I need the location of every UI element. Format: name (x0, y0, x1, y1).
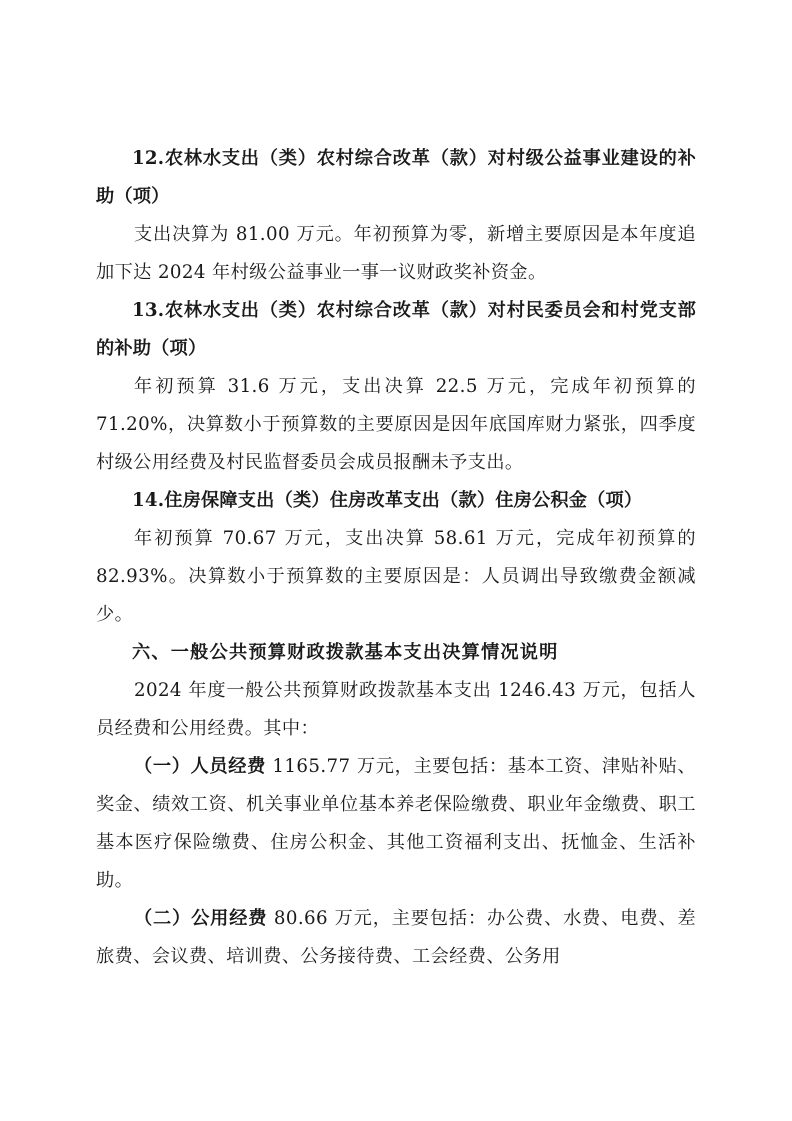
item-12-heading: 12.农林水支出（类）农村综合改革（款）对村级公益事业建设的补助（项） (96, 148, 696, 207)
item-14-heading: 14.住房保障支出（类）住房改革支出（款）住房公积金（项） (132, 490, 643, 511)
item-13-body: 年初预算 31.6 万元，支出决算 22.5 万元，完成年初预算的 71.20%，决算数小于预算数的主要原因是因年底国库财力紧张，四季度村级公用经费及村民监督委员会成员报酬未予支出。 (96, 376, 696, 473)
section-six-body: 2024 年度一般公共预算财政拨款基本支出 1246.43 万元，包括人员经费和公用经费。其中： (96, 680, 696, 739)
subsection-one (96, 748, 696, 900)
subsection-two-lead: （二）公用经费 (134, 908, 268, 929)
item-12-body: 支出决算为 81.00 万元。年初预算为零，新增主要原因是本年度追加下达 2024 年村级公益事业一事一议财政奖补资金。 (96, 224, 696, 283)
item-13-heading: 13.农林水支出（类）农村综合改革（款）对村民委员会和村党支部的补助（项） (96, 300, 696, 359)
subsection-one-text: 1165.77 万元，主要包括：基本工资、津贴补贴、奖金、绩效工资、机关事业单位基本养老保险缴费、职业年金缴费、职工基本医疗保险缴费、住房公积金、其他工资福利支出、抚恤金、生活补助。 (96, 756, 696, 891)
document-body (96, 140, 696, 976)
subsection-one-lead: （一）人员经费 (134, 756, 266, 777)
subsection-two-text: 80.66 万元，主要包括：办公费、水费、电费、差旅费、会议费、培训费、公务接待费、工会经费、公务用 (96, 908, 696, 967)
item-14-body: 年初预算 70.67 万元，支出决算 58.61 万元，完成年初预算的 82.93%。决算数小于预算数的主要原因是：人员调出导致缴费金额减少。 (96, 528, 696, 625)
subsection-two (96, 900, 696, 976)
section-six-heading: 六、一般公共预算财政拨款基本支出决算情况说明 (132, 642, 559, 663)
